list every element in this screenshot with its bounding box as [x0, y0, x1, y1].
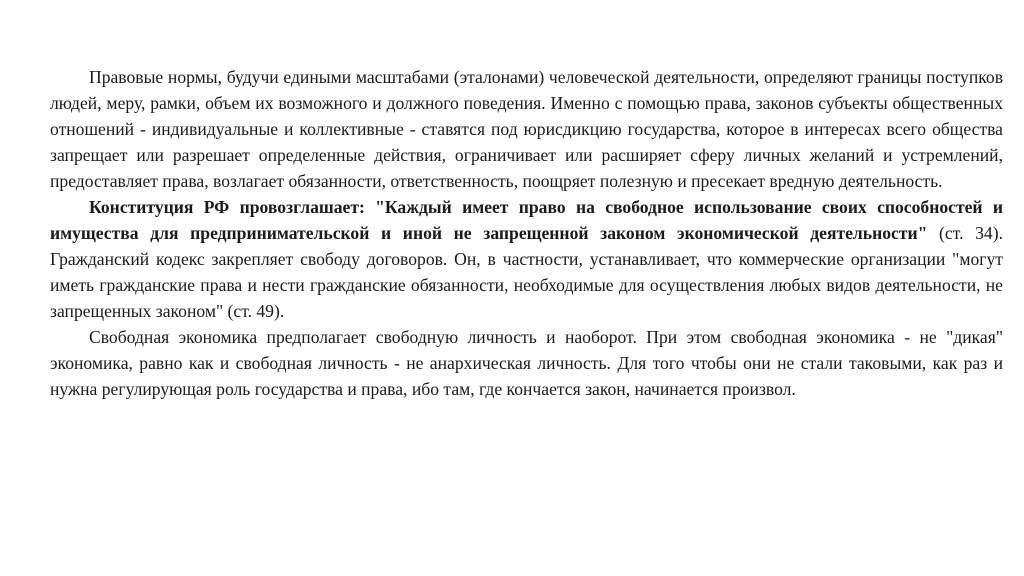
paragraph-free-economy	[50, 324, 1003, 402]
constitution-quote: Конституция РФ провозглашает: "Каждый имеет право на свободное использование своих способностей и имущества для предпринимательской и иной не запрещенной законом экономической деятельности"	[50, 197, 1003, 243]
constitution-rest: (ст. 34). Гражданский кодекс закрепляет свободу договоров. Он, в частности, устанавливает, что коммерческие организации "могут иметь гражданские права и нести гражданские обязанности, необходимые для осуществления любых видов деятельности, не запрещенных законом" (ст. 49).	[50, 223, 1003, 321]
paragraph-legal-norms	[50, 64, 1003, 194]
text-block	[50, 64, 1003, 402]
paragraph-legal-norms-text: Правовые нормы, будучи едиными масштабами (эталонами) человеческой деятельности, определяют границы поступков людей, меру, рамки, объем их возможного и должного поведения. Именно с помощью права, законов субъекты общественных отношений - индивидуальные и коллективные - ставятся под юрисдикцию государства, которое в интересах всего общества запрещает или разрешает определенные действия, ограничивает или расширяет сферу личных желаний и устремлений, предоставляет права, возлагает обязанности, ответственность, поощряет полезную и пресекает вредную деятельность.	[50, 67, 1003, 191]
paragraph-constitution	[50, 194, 1003, 324]
paragraph-free-economy-text: Свободная экономика предполагает свободную личность и наоборот. При этом свободная экономика - не "дикая" экономика, равно как и свободная личность - не анархическая личность. Для того чтобы они не стали таковыми, как раз и нужна регулирующая роль государства и права, ибо там, где кончается закон, начинается произвол.	[50, 327, 1003, 399]
